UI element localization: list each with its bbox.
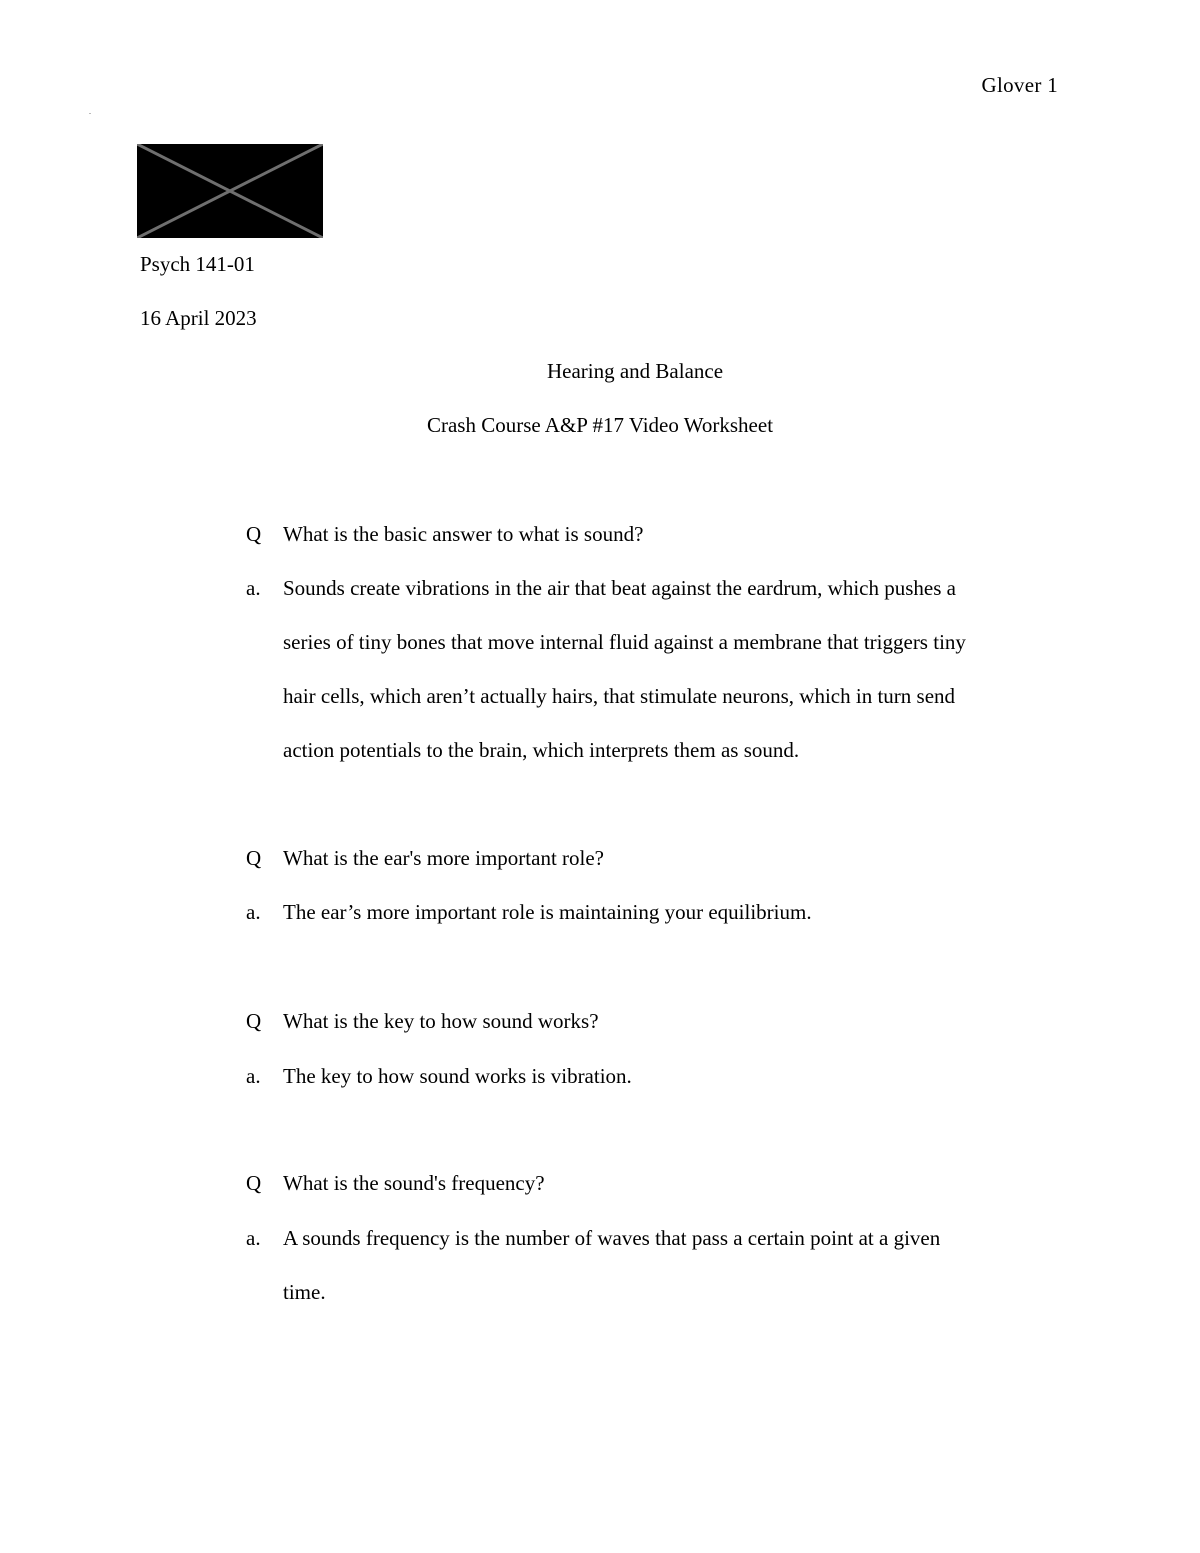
answer-text-continued: time. [283, 1280, 326, 1304]
answer-text-continued: series of tiny bones that move internal fluid against a membrane that triggers tiny [283, 630, 966, 654]
answer-text: A sounds frequency is the number of waves that pass a certain point at a given [283, 1226, 941, 1250]
answer-text-continued: hair cells, which aren’t actually hairs, that stimulate neurons, which in turn send [283, 684, 956, 708]
answer-text: The key to how sound works is vibration. [283, 1064, 632, 1088]
question-text: What is the key to how sound works? [283, 1009, 599, 1033]
question-marker: Q [246, 522, 262, 546]
question-marker: Q [246, 1009, 262, 1033]
course-line: Psych 141-01 [140, 252, 255, 276]
answer-marker: a. [246, 1226, 261, 1250]
redaction-cross-icon [137, 144, 323, 238]
answer-text-continued: action potentials to the brain, which interprets them as sound. [283, 738, 800, 762]
stray-mark [89, 113, 91, 114]
date-line: 16 April 2023 [140, 306, 257, 330]
document-subtitle: Crash Course A&P #17 Video Worksheet [426, 413, 774, 437]
question-text: What is the basic answer to what is sound? [283, 522, 644, 546]
answer-text: Sounds create vibrations in the air that beat against the eardrum, which pushes a [283, 576, 956, 600]
question-text: What is the sound's frequency? [283, 1171, 545, 1195]
question-text: What is the ear's more important role? [283, 846, 604, 870]
document-title: Hearing and Balance [546, 359, 724, 383]
answer-text: The ear’s more important role is maintaining your equilibrium. [283, 900, 812, 924]
redacted-name-block [137, 144, 323, 238]
answer-marker: a. [246, 1064, 261, 1088]
running-head: Glover 1 [981, 73, 1058, 97]
question-marker: Q [246, 1171, 262, 1195]
question-marker: Q [246, 846, 262, 870]
answer-marker: a. [246, 900, 261, 924]
answer-marker: a. [246, 576, 261, 600]
